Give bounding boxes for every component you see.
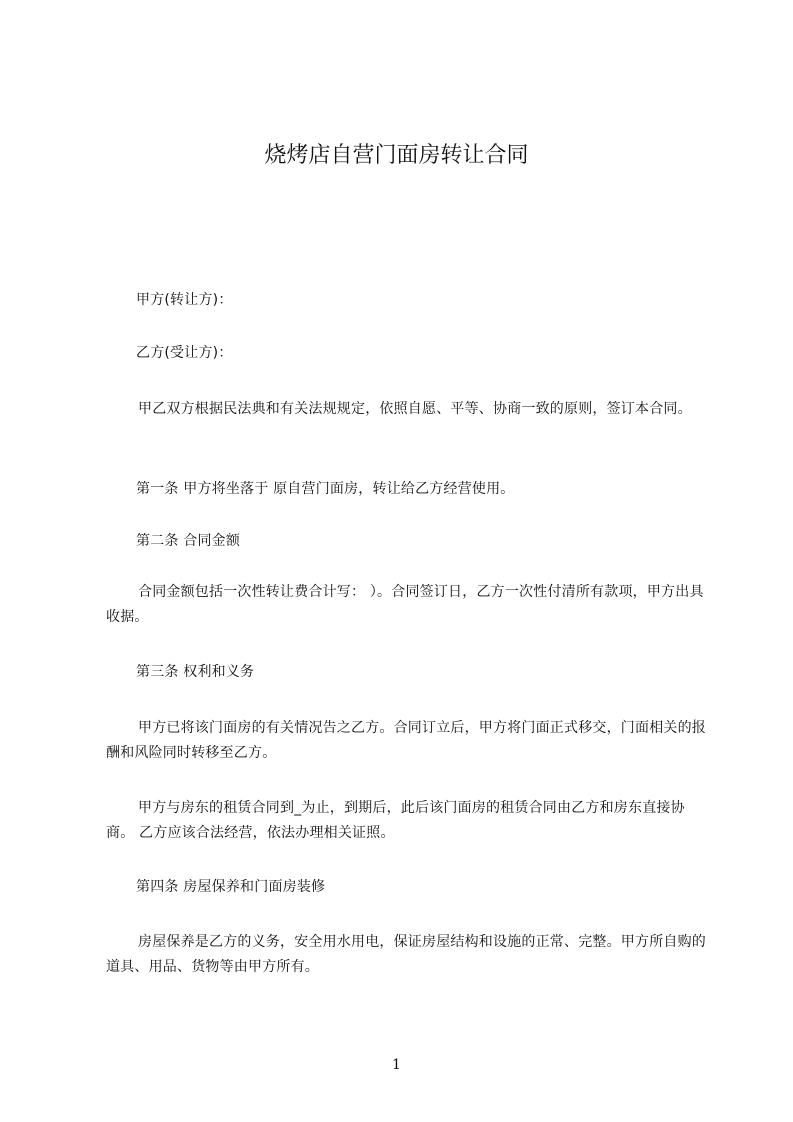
- intro-paragraph: 甲乙双方根据民法典和有关法规规定，依照自愿、平等、协商一致的原则，签订本合同。: [138, 401, 692, 417]
- document-title: 烧烤店自营门面房转让合同: [264, 143, 529, 168]
- party-b-label: 乙方(受让方)：: [136, 345, 233, 361]
- article-2-text: 合同金额包括一次性转让费合计写： ）。合同签订日，乙方一次性付清所有款项，甲方出具收据。: [106, 584, 704, 625]
- article-3-heading: 第三条 权利和义务: [136, 664, 255, 680]
- article-3-paragraph-2: 甲方与房东的租赁合同到_为止，到期后，此后该门面房的租赁合同由乙方和房东直接协商。 乙方应该合法经营，依法办理相关证照。: [106, 800, 685, 841]
- page-number: 1: [392, 1057, 401, 1073]
- article-3-paragraph-1: 甲方已将该门面房的有关情况告之乙方。合同订立后，甲方将门面正式移交，门面相关的报酬和风险同时转移至乙方。: [106, 720, 706, 761]
- party-a-label: 甲方(转让方)：: [136, 292, 233, 308]
- article-2-heading: 第二条 合同金额: [136, 533, 241, 549]
- article-4-heading: 第四条 房屋保养和门面房装修: [136, 879, 326, 895]
- article-4-text: 房屋保养是乙方的义务，安全用水用电，保证房屋结构和设施的正常、完整。甲方所自购的道具、用品、货物等由甲方所有。: [106, 934, 706, 975]
- article-1: 第一条 甲方将坐落于 原自营门面房，转让给乙方经营使用。: [136, 481, 515, 497]
